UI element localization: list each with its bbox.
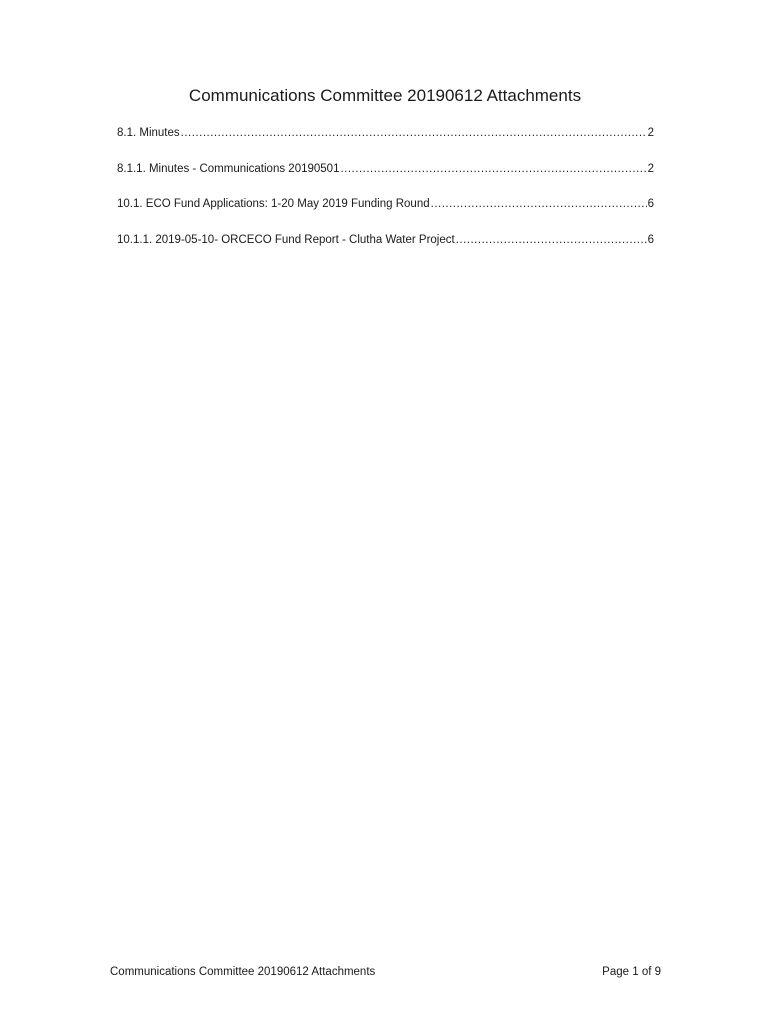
footer-document-title: Communications Committee 20190612 Attachments [110,966,376,978]
toc-dot-leader [431,194,647,214]
toc-entry[interactable] [117,123,654,159]
toc-entry-label: 10.1.1. 2019-05-10- ORCECO Fund Report - Clutha Water Project [117,233,455,246]
toc-dot-leader [456,230,647,250]
page-footer [110,963,661,981]
toc-dot-leader [340,159,646,179]
toc-entry-page-number: 6 [647,233,654,246]
toc-entry[interactable] [117,194,654,230]
toc-entry-page-number: 2 [647,162,654,175]
toc-dot-leader [181,123,647,143]
toc-entry[interactable] [117,230,654,266]
footer-page-indicator: Page 1 of 9 [602,966,661,978]
toc-entry-page-number: 2 [647,127,654,139]
toc-entry[interactable] [117,159,654,195]
table-of-contents [117,123,654,265]
toc-entry-label: 8.1. Minutes [117,127,180,139]
toc-entry-label: 10.1. ECO Fund Applications: 1-20 May 2019 Funding Round [117,198,430,210]
document-title: Communications Committee 20190612 Attachments [188,86,582,105]
toc-entry-page-number: 6 [647,198,654,210]
toc-entry-label: 8.1.1. Minutes - Communications 20190501 [117,162,340,175]
